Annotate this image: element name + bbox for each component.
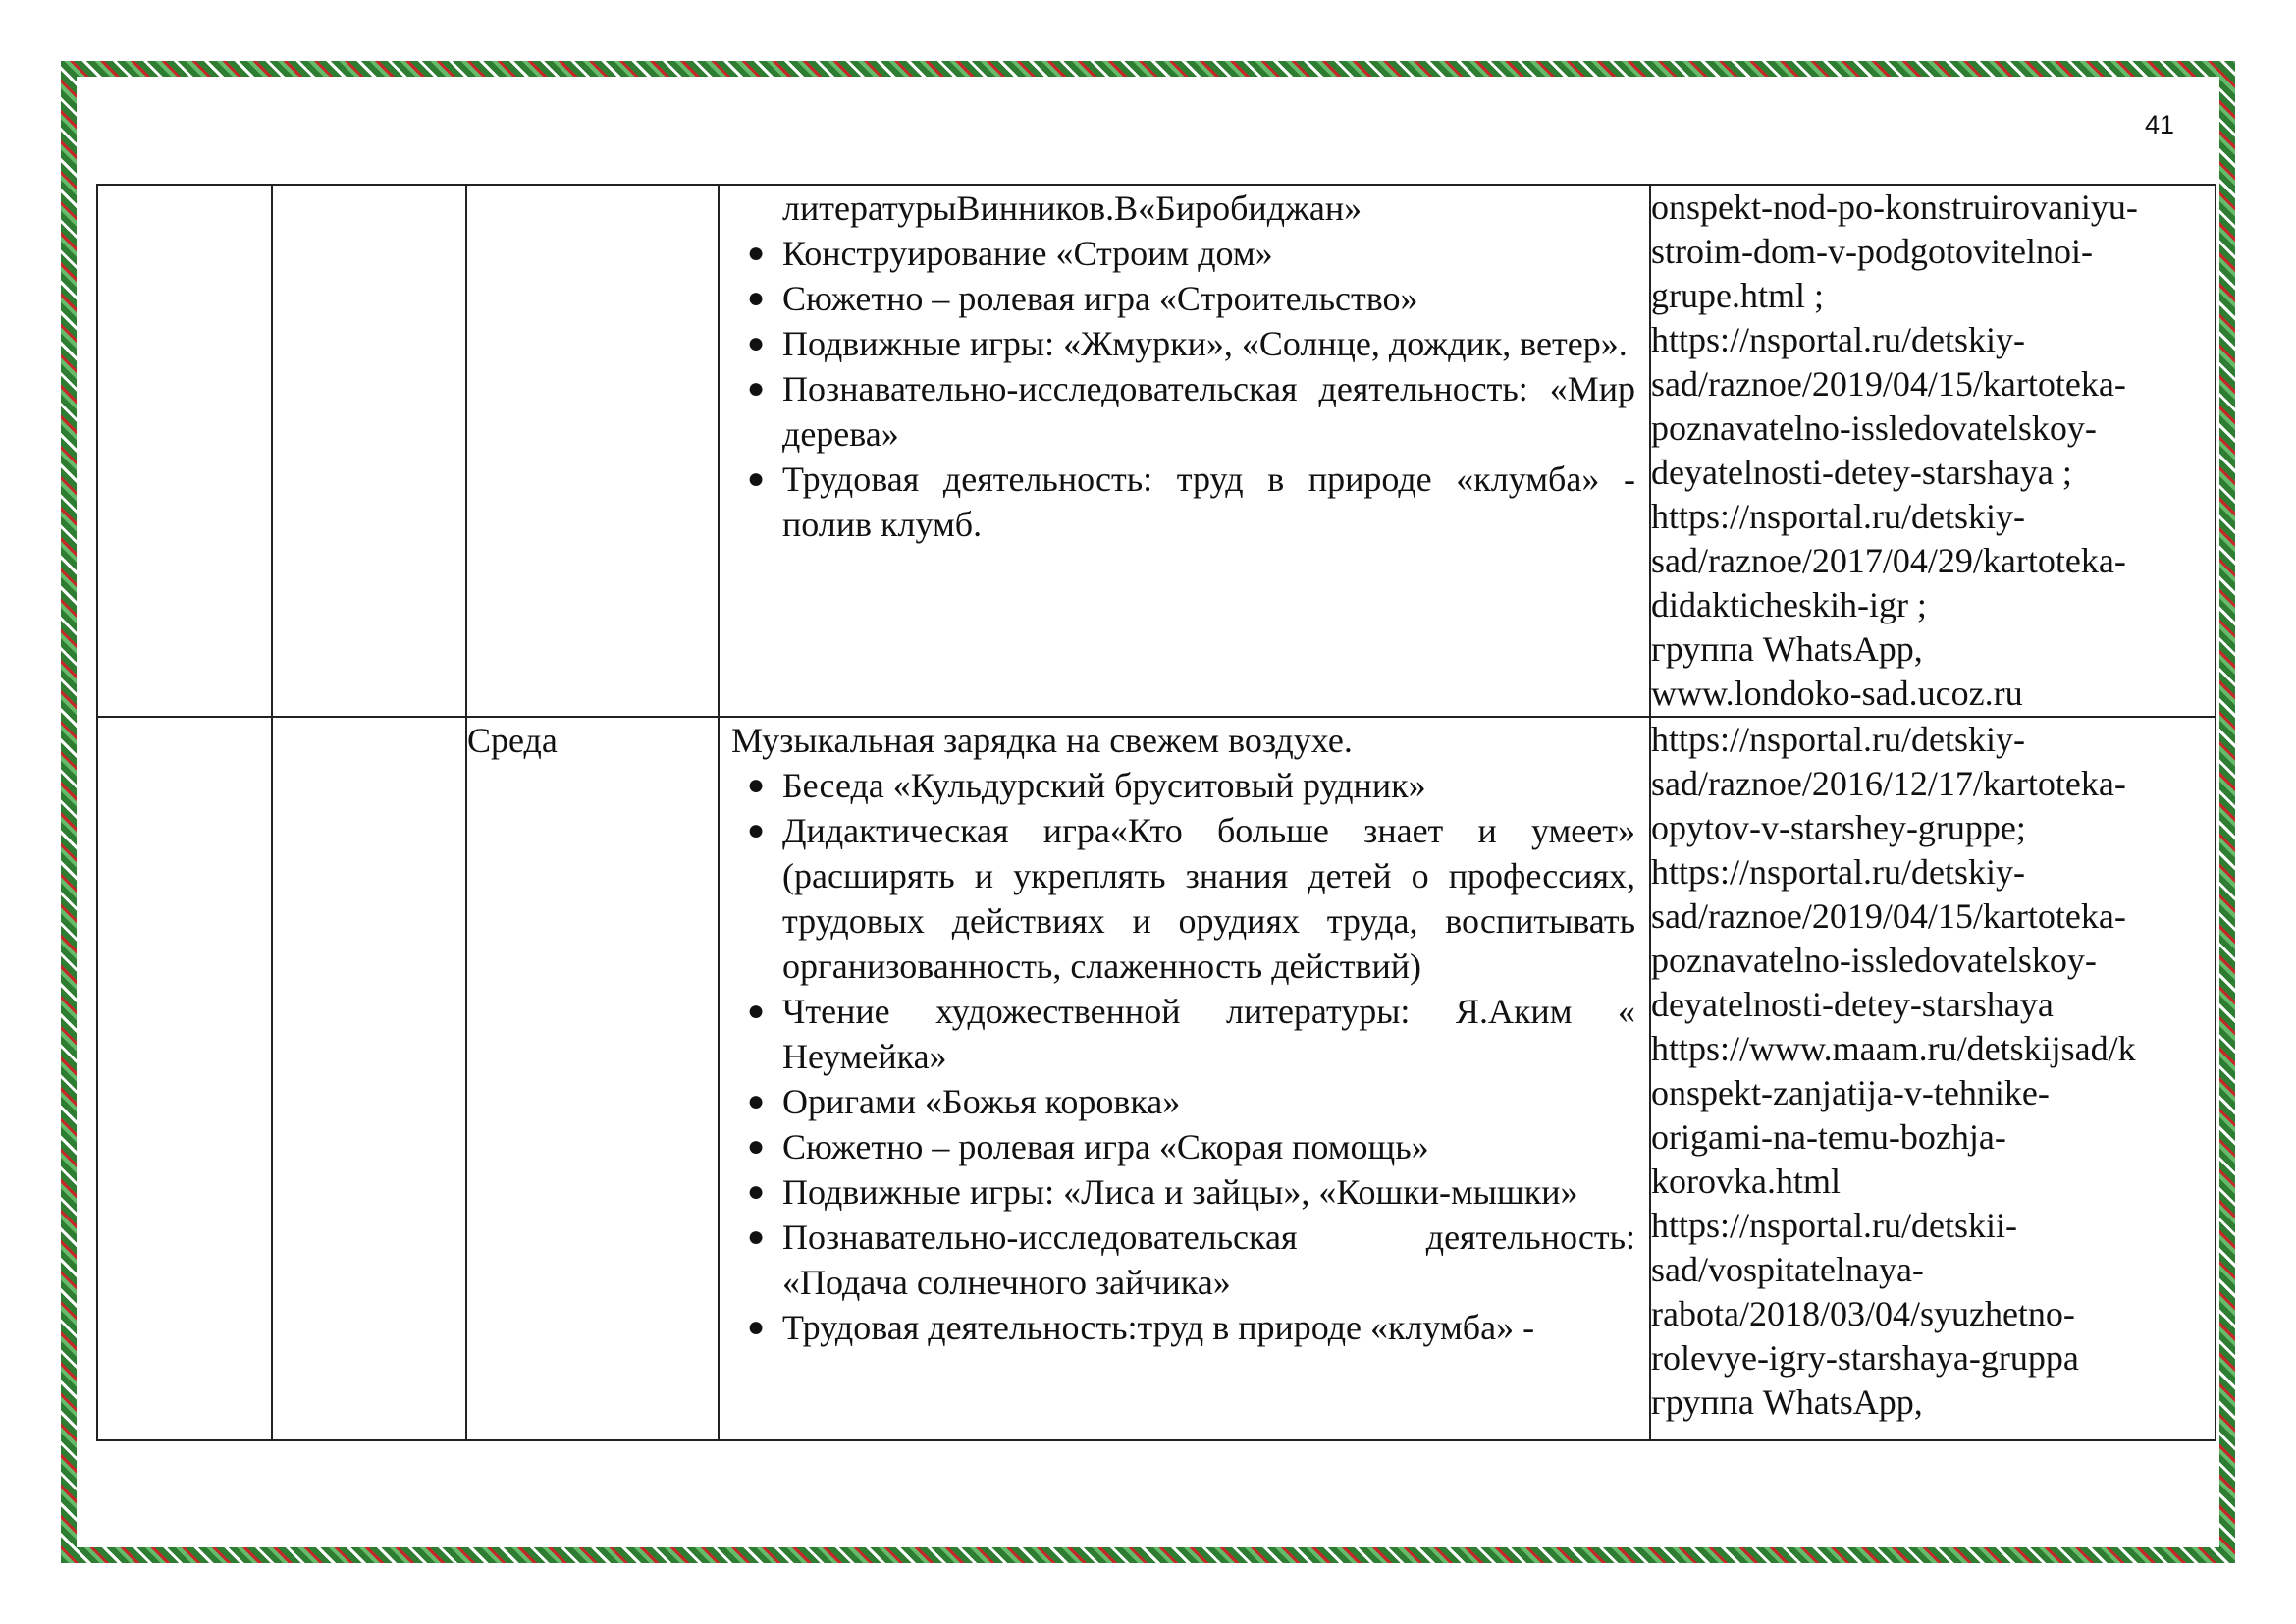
link-line: группа WhatsApp, xyxy=(1651,1382,1923,1422)
link-line: rabota/2018/03/04/syuzhetno- xyxy=(1651,1294,2075,1333)
list-item xyxy=(731,1124,1635,1169)
bullet-icon: ● xyxy=(747,1085,766,1117)
list-item xyxy=(731,231,1635,276)
link-line: deyatelnosti-detey-starshaya ; xyxy=(1651,453,2072,492)
bullet-icon: ● xyxy=(747,372,766,405)
links-cell xyxy=(1650,717,2216,1440)
page-number: 41 xyxy=(2145,110,2175,139)
list-item xyxy=(731,763,1635,808)
day-cell xyxy=(466,185,719,717)
list-item xyxy=(731,1215,1635,1305)
list-item-text: Беседа «Кульдурский бруситовый рудник» xyxy=(782,766,1426,805)
link-line: poznavatelno-issledovatelskoy- xyxy=(1651,941,2097,980)
link-line: https://nsportal.ru/detskiy- xyxy=(1651,320,2025,359)
list-item-text: Сюжетно – ролевая игра «Скорая помощь» xyxy=(782,1127,1429,1166)
list-item-text: Познавательно-исследовательская деятельность: «Мир дерева» xyxy=(782,369,1635,454)
bullet-icon: ● xyxy=(747,327,766,359)
link-line: onspekt-nod-po-konstruirovaniyu- xyxy=(1651,188,2138,227)
list-item-text: Оригами «Божья коровка» xyxy=(782,1082,1181,1121)
link-line: opytov-v-starshey-gruppe; xyxy=(1651,808,2026,847)
bullet-icon: ● xyxy=(747,1175,766,1208)
list-item-text: Трудовая деятельность: труд в природе «клумба» - полив клумб. xyxy=(782,460,1635,544)
activities-list xyxy=(720,718,1649,1350)
bullet-icon: ● xyxy=(747,1311,766,1343)
bullet-icon: ● xyxy=(747,769,766,801)
list-item xyxy=(731,989,1635,1079)
activities-cell xyxy=(719,717,1650,1440)
link-line: onspekt-zanjatija-v-tehnike- xyxy=(1651,1073,2050,1112)
table-row xyxy=(97,185,2216,717)
link-line: grupe.html ; xyxy=(1651,276,1824,315)
bullet-icon: ● xyxy=(747,282,766,314)
list-item-text: Познавательно-исследовательская деятельность: «Подача солнечного зайчика» xyxy=(782,1218,1635,1302)
link-line: https://www.maam.ru/detskijsad/k xyxy=(1651,1029,2136,1068)
link-line: https://nsportal.ru/detskiy- xyxy=(1651,852,2025,892)
link-line: didakticheskih-igr ; xyxy=(1651,585,1927,624)
bullet-icon: ● xyxy=(747,237,766,269)
link-line: https://nsportal.ru/detskiy- xyxy=(1651,720,2025,759)
link-line: rolevye-igry-starshaya-gruppa xyxy=(1651,1338,2079,1378)
link-line: https://nsportal.ru/detskiy- xyxy=(1651,497,2025,536)
cell-empty xyxy=(97,185,272,717)
list-item-text: Подвижные игры: «Лиса и зайцы», «Кошки-мышки» xyxy=(782,1172,1578,1212)
bullet-icon: ● xyxy=(747,462,766,495)
activity-continuation: литературыВинников.В«Биробиджан» xyxy=(782,189,1362,228)
list-item-text: Подвижные игры: «Жмурки», «Солнце, дождик, ветер». xyxy=(782,324,1628,363)
table-row xyxy=(97,717,2216,1440)
link-line: korovka.html xyxy=(1651,1162,1841,1201)
cell-empty xyxy=(97,717,272,1440)
list-item xyxy=(731,276,1635,321)
list-item-text: Чтение художественной литературы: Я.Аким « Неумейка» xyxy=(782,992,1635,1076)
link-line: sad/vospitatelnaya- xyxy=(1651,1250,1924,1289)
list-item xyxy=(731,321,1635,366)
bullet-icon: ● xyxy=(747,1220,766,1253)
bullet-icon: ● xyxy=(747,814,766,846)
links-cell xyxy=(1650,185,2216,717)
list-item xyxy=(731,366,1635,457)
list-item xyxy=(731,1305,1635,1350)
activities-list xyxy=(720,186,1649,547)
list-item xyxy=(731,457,1635,547)
link-line: https://nsportal.ru/detskii- xyxy=(1651,1206,2017,1245)
activities-cell xyxy=(719,185,1650,717)
activity-items xyxy=(731,231,1635,547)
list-item xyxy=(731,1169,1635,1215)
bullet-icon: ● xyxy=(747,1130,766,1163)
link-line: origami-na-temu-bozhja- xyxy=(1651,1117,2006,1157)
cell-empty xyxy=(272,717,466,1440)
list-item xyxy=(731,808,1635,989)
list-item xyxy=(731,1079,1635,1124)
list-item-text: Дидактическая игра«Кто больше знает и умеет» (расширять и укреплять знания детей о профессиях, трудовых действиях и орудиях труда, воспитывать организованность, слаженность действий) xyxy=(782,811,1635,986)
link-line: sad/raznoe/2019/04/15/kartoteka- xyxy=(1651,364,2126,404)
list-item-text: Трудовая деятельность:труд в природе «клумба» - xyxy=(782,1308,1535,1347)
link-line: poznavatelno-issledovatelskoy- xyxy=(1651,408,2097,448)
day-cell: Среда xyxy=(466,717,719,1440)
link-line: sad/raznoe/2016/12/17/kartoteka- xyxy=(1651,764,2126,803)
link-line: www.londoko-sad.ucoz.ru xyxy=(1651,674,2023,713)
link-line: sad/raznoe/2017/04/29/kartoteka- xyxy=(1651,541,2126,580)
list-item-text: Конструирование «Строим дом» xyxy=(782,234,1273,273)
bullet-icon: ● xyxy=(747,995,766,1027)
cell-empty xyxy=(272,185,466,717)
link-line: stroim-dom-v-podgotovitelnoi- xyxy=(1651,232,2093,271)
link-line: deyatelnosti-detey-starshaya xyxy=(1651,985,2054,1024)
link-line: sad/raznoe/2019/04/15/kartoteka- xyxy=(1651,896,2126,936)
activity-items xyxy=(731,763,1635,1350)
activity-intro: Музыкальная зарядка на свежем воздухе. xyxy=(731,721,1353,760)
schedule-table xyxy=(96,184,2216,1441)
link-line: группа WhatsApp, xyxy=(1651,629,1923,669)
list-item-text: Сюжетно – ролевая игра «Строительство» xyxy=(782,279,1418,318)
